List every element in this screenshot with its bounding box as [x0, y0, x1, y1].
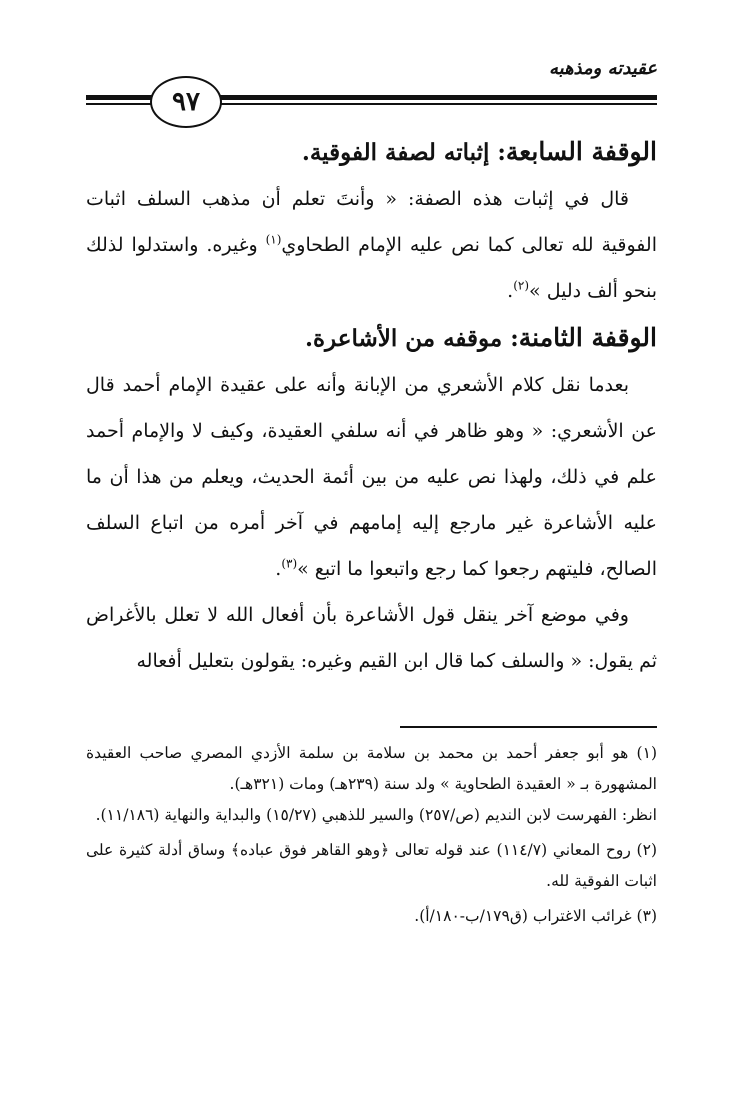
heading-title: : إثباته لصفة الفوقية. [301, 139, 506, 166]
footnote-1: (١) هو أبو جعفر أحمد بن محمد بن سلامة بن سلمة الأزدي المصري صاحب العقيدة المشهورة بـ « العقيدة الطحاوية » ولد سنة (٢٣٩هـ) ومات (٣٢١هـ). [86, 744, 657, 793]
paragraph-text: . [507, 280, 514, 302]
running-title: عقيدته ومذهبه [548, 58, 657, 79]
heading-label: الوقفة السابعة [505, 137, 657, 166]
footnote-ref: (٢) [513, 278, 530, 293]
main-text [86, 128, 657, 684]
footnote-2: (٢) روح المعاني (١١٤/٧) عند قوله تعالى ﴿وهو القاهر فوق عباده﴾ وساق أدلة كثيرة على اثبات الفوقية لله. [86, 841, 657, 890]
footnote-rule [400, 726, 657, 728]
paragraph [86, 176, 657, 314]
heading-title: : موقفه من الأشاعرة. [304, 325, 519, 352]
section-heading-7 [86, 128, 657, 176]
section-heading-8 [86, 314, 657, 362]
paragraph-text: بعدما نقل كلام الأشعري من الإبانة وأنه على عقيدة الإمام أحمد قال عن الأشعري: « وهو ظاهر في أنه سلفي العقيدة، وكيف لا والإمام أحمد علم في ذلك، ولهذا نص عليه من بين أئمة الحديث، ويعلم من هذا أن ما عليه الأشاعرة غير مارجع إليه إمامهم في آخر أمره من اتباع السلف الصالح، فليتهم رجعوا كما رجع واتبعوا ما اتبع » [86, 374, 657, 580]
paragraph: وفي موضع آخر ينقل قول الأشاعرة بأن أفعال الله لا تعلل بالأغراض ثم يقول: « والسلف كما قال ابن القيم وغيره: يقولون بتعليل أفعاله [86, 604, 657, 672]
paragraph-text: وغيره. واستدلوا لذلك بنحو ألف دليل » [86, 234, 657, 302]
paragraph-text: . [275, 558, 282, 580]
footnotes [86, 738, 657, 932]
page-number: ٩٧ [150, 76, 222, 128]
footnote-1-refs: انظر: الفهرست لابن النديم (ص/٢٥٧) والسير للذهبي (١٥/٢٧) والبداية والنهاية (١١/١٨٦). [95, 806, 657, 824]
paragraph [86, 362, 657, 592]
heading-label: الوقفة الثامنة [518, 323, 657, 352]
footnote-3: (٣) غرائب الاغتراب (ق١٧٩/ب-١٨٠/أ). [414, 907, 657, 925]
footnote-ref: (٣) [281, 556, 298, 571]
paragraph-text: قال في إثبات هذه الصفة: « وأنتَ تعلم أن مذهب السلف اثبات الفوقية لله تعالى كما نص عليه الإمام الطحاوي [86, 188, 657, 256]
footnote-ref: (١) [265, 232, 282, 247]
